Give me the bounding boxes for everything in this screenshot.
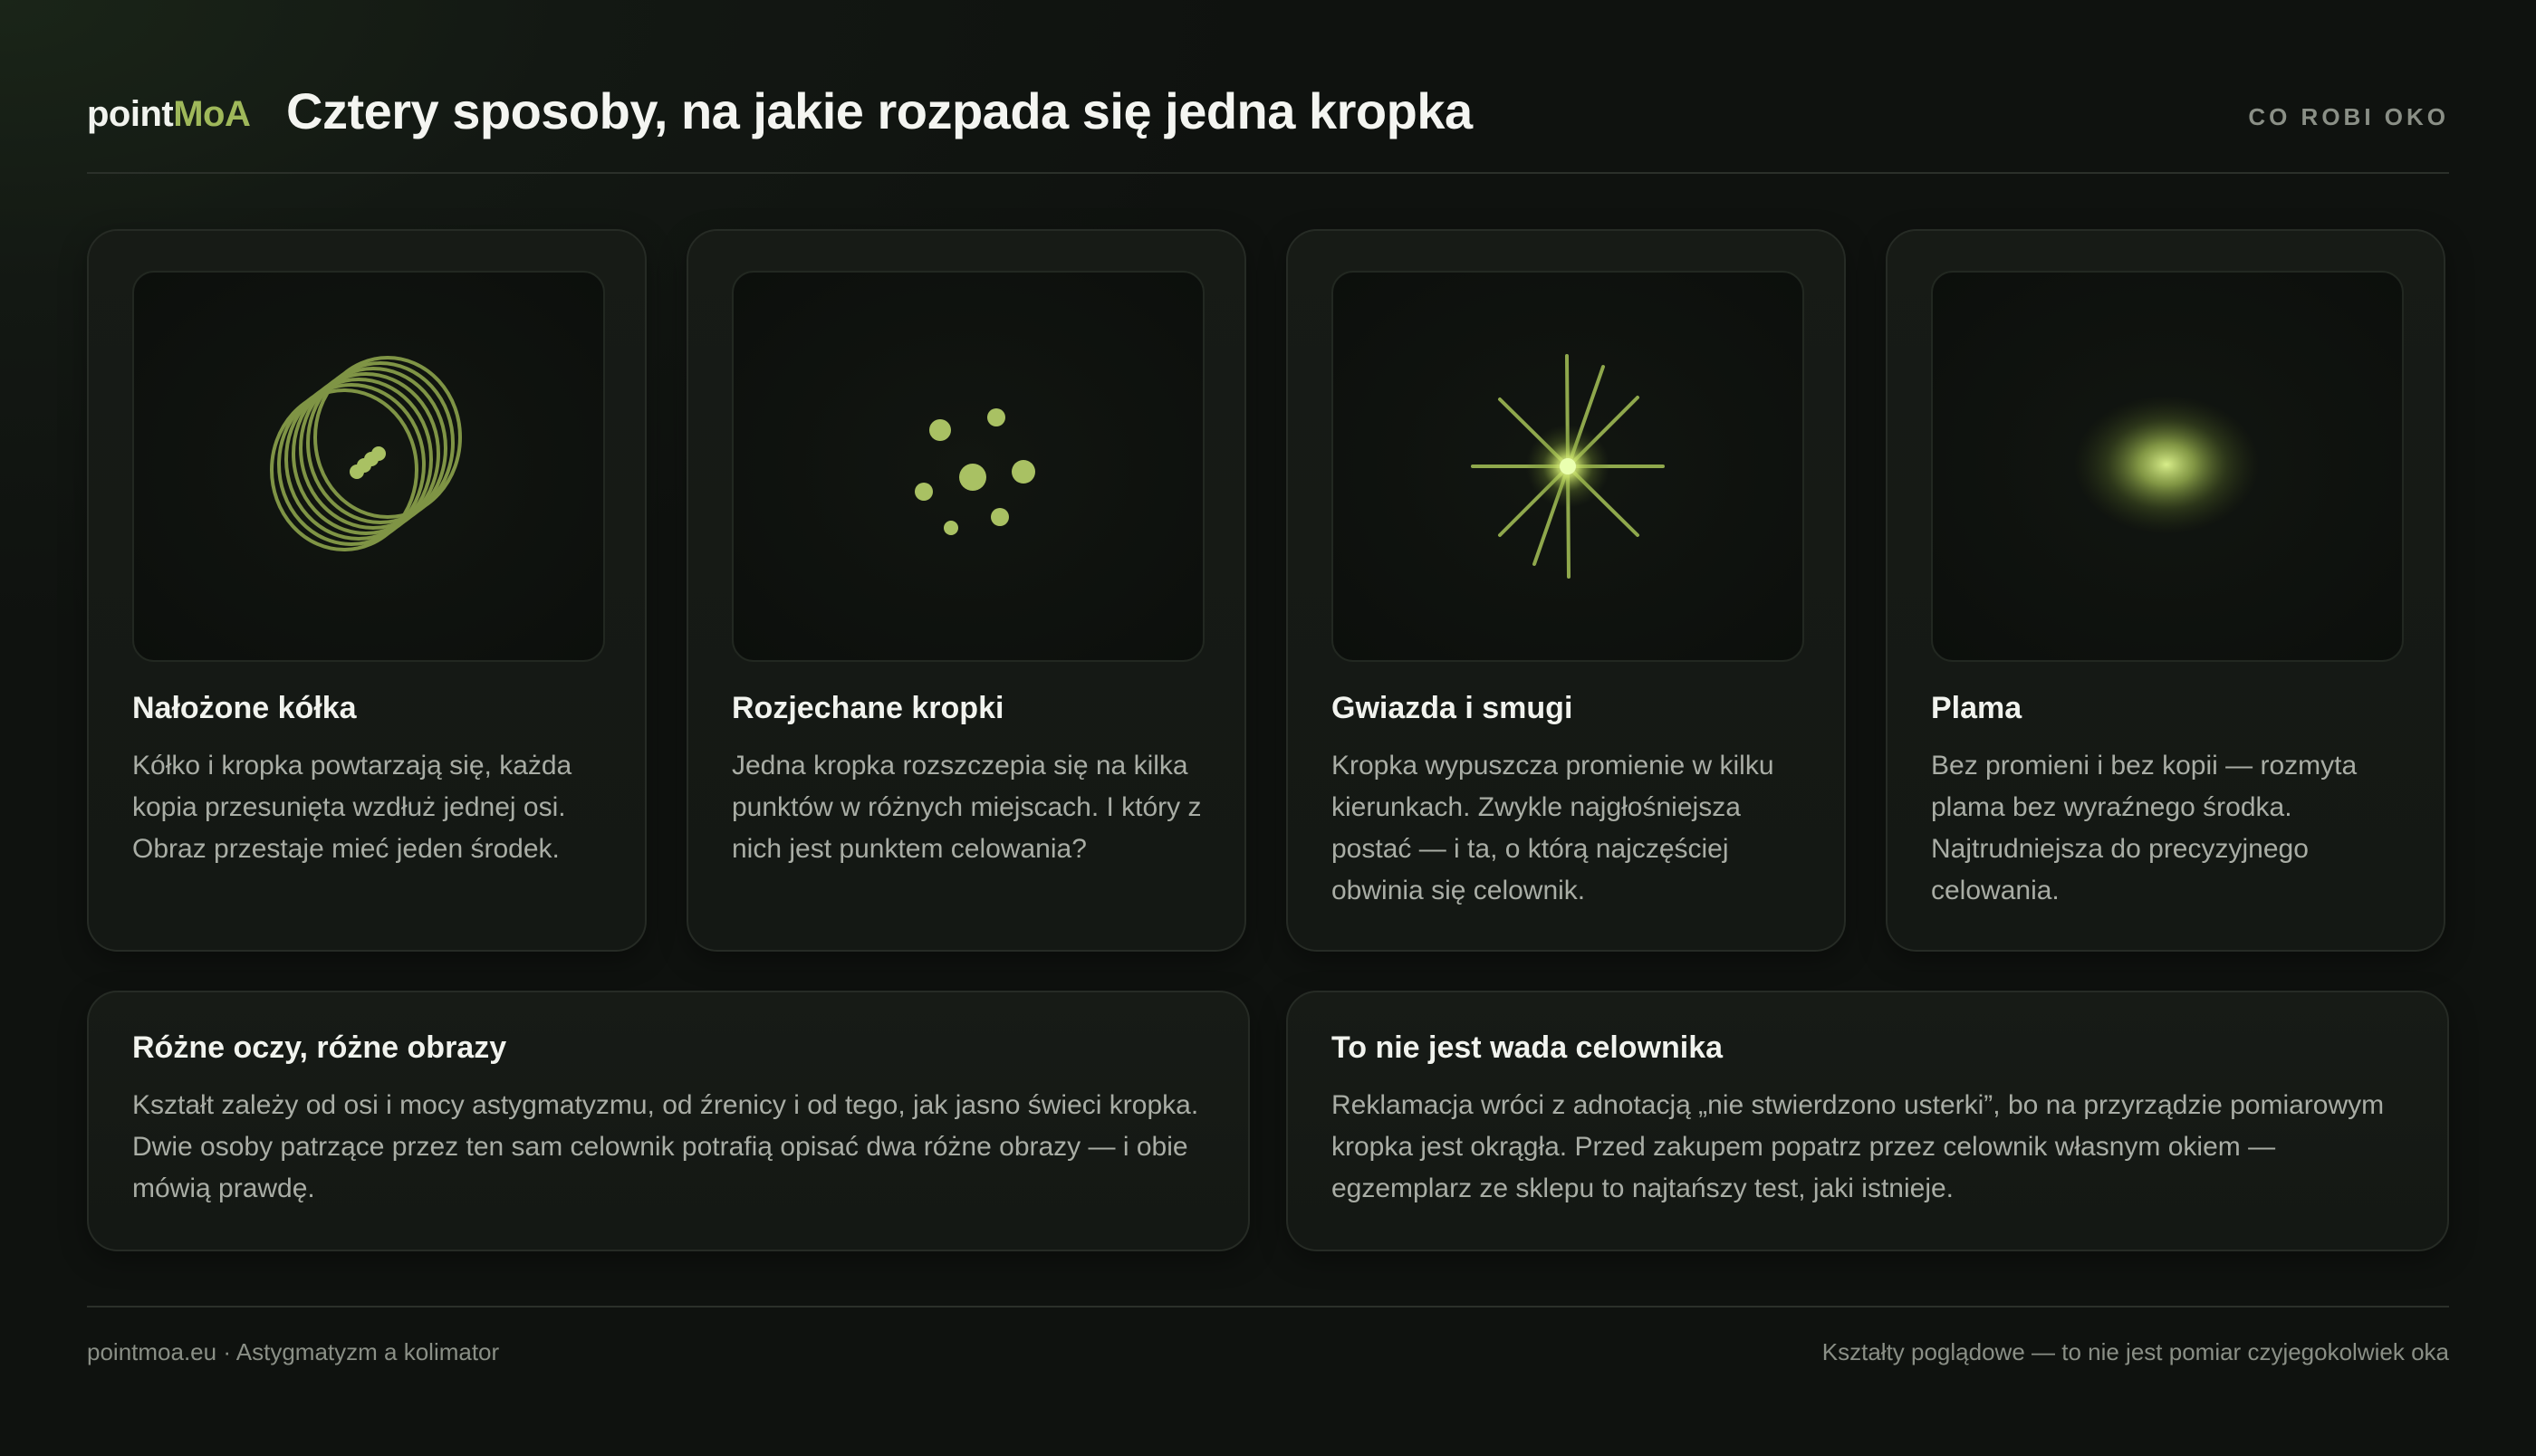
note-title: To nie jest wada celownika	[1331, 1030, 1724, 1065]
card-title: Plama	[1931, 691, 2022, 725]
card-title: Rozjechane kropki	[732, 691, 1004, 725]
blur-blob-icon	[1933, 273, 2402, 660]
page-title: Cztery sposoby, na jakie rozpada się jedna kropka	[286, 82, 1473, 139]
note-text: Kształt zależy od osi i mocy astygmatyzmu, od źrenicy i od tego, jak jasno świeci kropka. Dwie osoby patrzące przez ten sam celownik potrafią opisać dwa różne obrazy — i obie mówią prawdę.	[132, 1090, 1199, 1203]
page-header	[87, 78, 2449, 174]
note-title: Różne oczy, różne obrazy	[132, 1030, 507, 1065]
scattered-dots-icon	[734, 273, 1203, 660]
brand-logo[interactable]	[87, 94, 250, 135]
card-overlapping-rings	[87, 229, 647, 952]
footer-disclaimer: Kształty poglądowe — to nie jest pomiar czyjegokolwiek oka	[1821, 1338, 2449, 1365]
card-visual	[732, 271, 1205, 662]
note-different-eyes	[87, 991, 1250, 1251]
card-visual	[132, 271, 605, 662]
card-title: Gwiazda i smugi	[1331, 691, 1573, 725]
footer-site-link[interactable]: pointmoa.eu · Astygmatyzm a kolimator	[87, 1338, 500, 1365]
card-visual	[1931, 271, 2404, 662]
brand-name-accent: MoA	[173, 94, 251, 134]
card-visual	[1331, 271, 1804, 662]
overlapping-rings-icon	[134, 273, 603, 660]
card-blur-blob	[1886, 229, 2445, 952]
page-footer	[87, 1306, 2449, 1371]
card-title: Nałożone kółka	[132, 691, 357, 725]
note-text: Reklamacja wróci z adnotacją „nie stwierdzono usterki”, bo na przyrządzie pomiarowym kropka jest okrągła. Przed zakupem popatrz przez celownik własnym okiem — egzemplarz ze sklepu to najtańszy test, jaki istnieje.	[1331, 1090, 2385, 1203]
section-label: CO ROBI OKO	[2248, 103, 2449, 130]
brand-name-main: point	[87, 94, 174, 134]
card-description: Jedna kropka rozszczepia się na kilka punktów w różnych miejscach. I który z nich jest punktem celowania?	[732, 751, 1202, 864]
card-starburst	[1286, 229, 1846, 952]
card-scattered-dots	[687, 229, 1246, 952]
note-not-a-defect	[1286, 991, 2449, 1251]
card-description: Kropka wypuszcza promienie w kilku kierunkach. Zwykle najgłośniejsza postać — i ta, o którą najczęściej obwinia się celownik.	[1331, 751, 1774, 905]
card-description: Bez promieni i bez kopii — rozmyta plama bez wyraźnego środka. Najtrudniejsza do precyzyjnego celowania.	[1931, 751, 2358, 905]
card-description: Kółko i kropka powtarzają się, każda kopia przesunięta wzdłuż jednej osi. Obraz przestaje mieć jeden środek.	[132, 751, 572, 864]
starburst-icon	[1333, 273, 1802, 660]
